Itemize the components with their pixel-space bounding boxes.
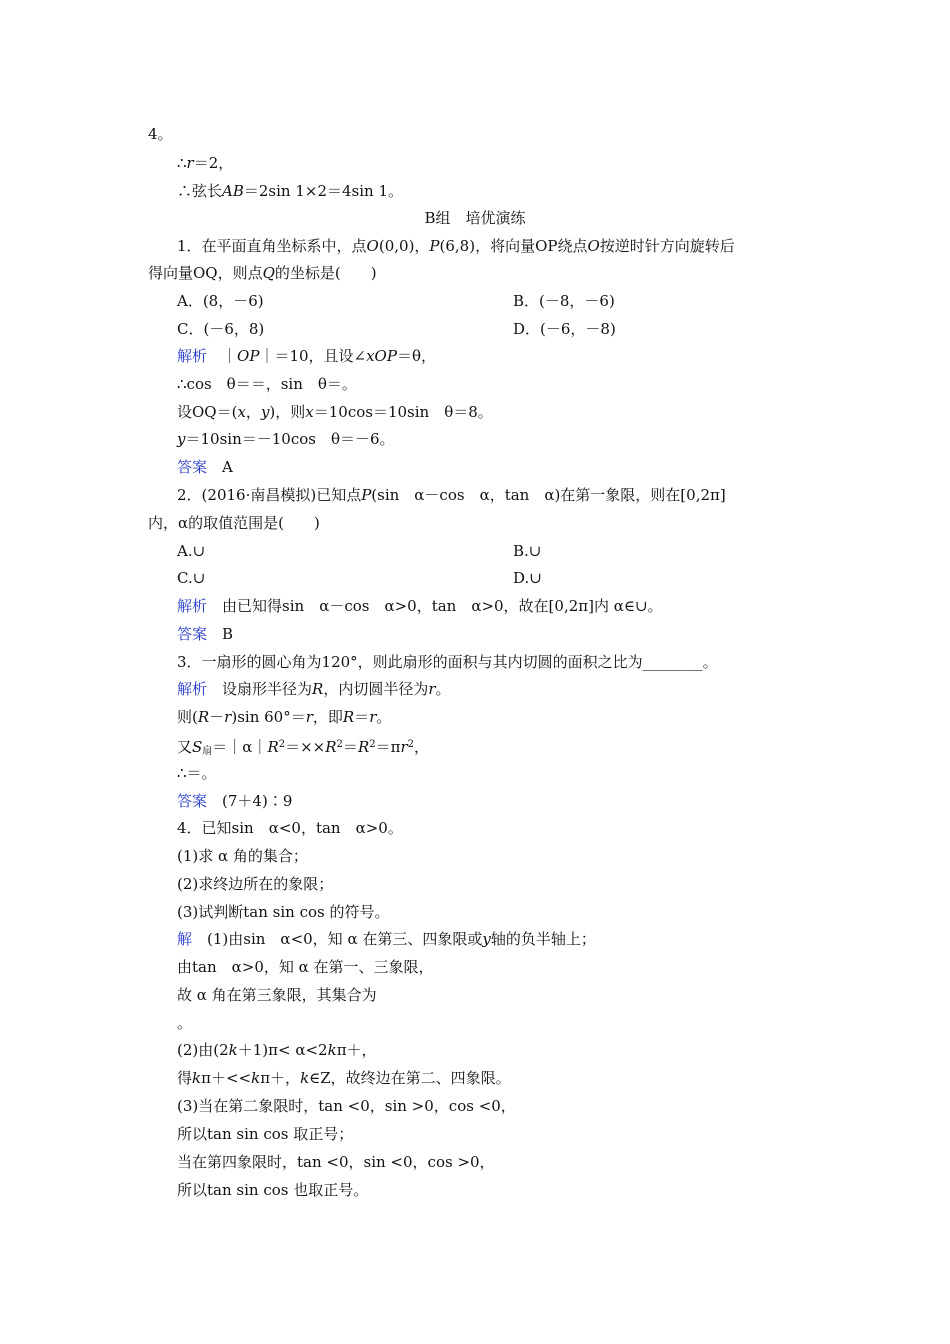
- text: ＝2，: [193, 154, 234, 172]
- text: －: [209, 708, 225, 726]
- text: 设OQ＝(: [177, 403, 238, 421]
- var: k: [300, 1069, 310, 1087]
- text: 。: [435, 680, 451, 698]
- superscript: 2: [369, 739, 376, 750]
- var: Q: [262, 264, 275, 282]
- var: r: [186, 154, 194, 172]
- var: R: [267, 738, 279, 756]
- q1-option-b: B．(－8，－6): [513, 292, 615, 310]
- var: R: [342, 708, 355, 726]
- var: r: [400, 738, 408, 756]
- solution-label: 解析: [177, 597, 208, 615]
- text: 1．在平面直角坐标系中，点: [177, 237, 367, 255]
- q2-option-c: C.∪: [177, 569, 206, 587]
- q1-stem-1: [177, 236, 735, 256]
- q4-solution-2: 由tan α>0，知 α 在第一、三象限，: [177, 958, 434, 976]
- q4-solution-8: 所以tan sin cos 取正号；: [177, 1125, 354, 1143]
- var: O: [366, 237, 379, 255]
- text: )，则: [269, 403, 306, 421]
- q4-part-1: (1)求 α 角的集合；: [177, 847, 308, 865]
- q4-solution-5: [177, 1040, 377, 1060]
- text: ＝: [342, 738, 358, 756]
- var: xOP: [366, 347, 397, 365]
- answer-label: 答案: [177, 625, 208, 643]
- var: k: [327, 1041, 337, 1059]
- var: P: [429, 237, 440, 255]
- var: r: [369, 708, 377, 726]
- text: 轴的负半轴上；: [490, 930, 596, 948]
- text: (2)由(2: [177, 1041, 229, 1059]
- text: 又: [177, 738, 193, 756]
- var: S: [192, 738, 203, 756]
- text: π＋，: [336, 1041, 377, 1059]
- q3-solution-3: [177, 735, 429, 762]
- answer-value: B: [222, 625, 234, 643]
- text: ＝10cos＝10sin θ＝8。: [313, 403, 493, 421]
- var: AB: [222, 182, 244, 200]
- solution-label: 解析: [177, 680, 208, 698]
- text: ＝10sin＝－10cos θ＝－6。: [185, 430, 395, 448]
- text: (1)由sin α<0，知 α 在第三、四象限或: [207, 930, 483, 948]
- text: (6,8)，将向量OP绕点: [439, 237, 588, 255]
- prev-line-2: [177, 153, 233, 173]
- q1-solution-2: ∴cos θ＝＝，sin θ＝。: [177, 375, 357, 393]
- q4-solution-7: (3)当在第二象限时，tan <0，sin >0，cos <0，: [177, 1097, 516, 1115]
- text: ∈Z，故终边在第二、四象限。: [309, 1069, 511, 1087]
- q2-stem-2: 内，α的取值范围是( ): [148, 514, 320, 532]
- q4-solution-3: 故 α 角在第三象限，其集合为: [177, 986, 377, 1004]
- q3-solution-2: [177, 707, 391, 727]
- q3-solution-1: [177, 679, 451, 699]
- var: x: [237, 403, 246, 421]
- q4-part-2: (2)求终边所在的象限；: [177, 875, 334, 893]
- text: ＝: [354, 708, 370, 726]
- superscript: 2: [407, 739, 415, 750]
- var: P: [361, 486, 372, 504]
- text: ＝θ，: [396, 347, 436, 365]
- var: OP: [237, 347, 260, 365]
- var: R: [197, 708, 210, 726]
- q3-solution-4: ∴＝。: [177, 764, 217, 782]
- answer-value: (7＋4)∶9: [222, 792, 293, 810]
- text: 按逆时针方向旋转后: [599, 237, 735, 255]
- var: x: [305, 403, 314, 421]
- q1-solution-4: [177, 429, 395, 449]
- q2-option-b: B.∪: [513, 542, 542, 560]
- text: 设扇形半径为: [222, 680, 313, 698]
- q2-stem-1: [177, 485, 726, 505]
- text: ＋1)π< α<2: [237, 1041, 328, 1059]
- q4-solution-10: 所以tan sin cos 也取正号。: [177, 1181, 369, 1199]
- text: 4。: [148, 125, 173, 143]
- q4-solution-9: 当在第四象限时，tan <0，sin <0，cos >0，: [177, 1153, 495, 1171]
- var: O: [587, 237, 600, 255]
- text: ，即: [312, 708, 343, 726]
- var: R: [357, 738, 370, 756]
- text: (0,0)，: [378, 237, 430, 255]
- text: π＋，: [260, 1069, 301, 1087]
- var: k: [251, 1069, 261, 1087]
- answer-label: 答案: [177, 792, 208, 810]
- text: ｜: [222, 347, 238, 365]
- section-title: B组 培优演练: [424, 209, 526, 227]
- q1-option-d: D．(－6，－8): [513, 320, 616, 338]
- text: ｜＝10，且设∠: [259, 347, 367, 365]
- prev-line-3: [177, 181, 403, 201]
- text: ＝π: [375, 738, 401, 756]
- subscript: 扇: [202, 746, 213, 757]
- text: 2．(2016·南昌模拟)已知点: [177, 486, 362, 504]
- q2-answer: [177, 624, 233, 644]
- answer-value: A: [222, 458, 233, 476]
- text: )sin 60°＝: [231, 708, 306, 726]
- var: r: [224, 708, 232, 726]
- text: 得: [177, 1069, 193, 1087]
- q2-option-d: D.∪: [513, 569, 542, 587]
- var: r: [305, 708, 313, 726]
- text: ＝｜α｜: [212, 738, 268, 756]
- q1-answer: [177, 457, 233, 477]
- var: R: [325, 738, 337, 756]
- answer-label: 答案: [177, 458, 208, 476]
- q4-part-3: (3)试判断tan sin cos 的符号。: [177, 903, 390, 921]
- q1-option-c: C．(－6，8): [177, 320, 265, 338]
- var: y: [177, 430, 186, 448]
- var: y: [482, 930, 491, 948]
- q1-stem-2: [148, 263, 377, 283]
- q1-solution-3: [177, 402, 493, 422]
- q4-solution-1: [177, 929, 596, 949]
- q4-solution-6: [177, 1068, 511, 1088]
- text: 的坐标是( ): [274, 264, 377, 282]
- superscript: 2: [278, 739, 286, 750]
- prev-line-1: [148, 124, 173, 144]
- solution-label: 解析: [177, 347, 208, 365]
- q2-option-a: A.∪: [177, 542, 206, 560]
- text: 。: [376, 708, 392, 726]
- text: 由已知得sin α－cos α>0，tan α>0，故在[0,2π]内 α∈∪。: [222, 597, 663, 615]
- text: ∴: [177, 154, 187, 172]
- q4-stem: 4．已知sin α<0，tan α>0。: [177, 819, 403, 837]
- text: π＋<<: [201, 1069, 252, 1087]
- text: ，内切圆半径为: [323, 680, 429, 698]
- q2-solution: [177, 596, 663, 616]
- var: k: [228, 1041, 238, 1059]
- q3-answer: [177, 791, 292, 811]
- text: ＝2sin 1×2＝4sin 1。: [243, 182, 404, 200]
- text: 则(: [177, 708, 198, 726]
- text: ，: [414, 738, 430, 756]
- q1-solution-1: [177, 346, 436, 366]
- text: 得向量OQ，则点: [148, 264, 263, 282]
- var: y: [260, 403, 270, 421]
- solution-label: 解: [177, 930, 193, 948]
- var: R: [312, 680, 324, 698]
- superscript: 2: [336, 739, 343, 750]
- text: (sin α－cos α，tan α)在第一象限，则在[0,2π]: [371, 486, 726, 504]
- q4-solution-4: 。: [177, 1014, 193, 1032]
- text: ∴弦长: [177, 182, 223, 200]
- q3-stem: 3．一扇形的圆心角为120°，则此扇形的面积与其内切圆的面积之比为________。: [177, 653, 718, 671]
- var: r: [428, 680, 436, 698]
- text: ＝××: [285, 738, 326, 756]
- q1-option-a: A．(8，－6): [177, 292, 264, 310]
- text: ，: [245, 403, 261, 421]
- var: k: [192, 1069, 202, 1087]
